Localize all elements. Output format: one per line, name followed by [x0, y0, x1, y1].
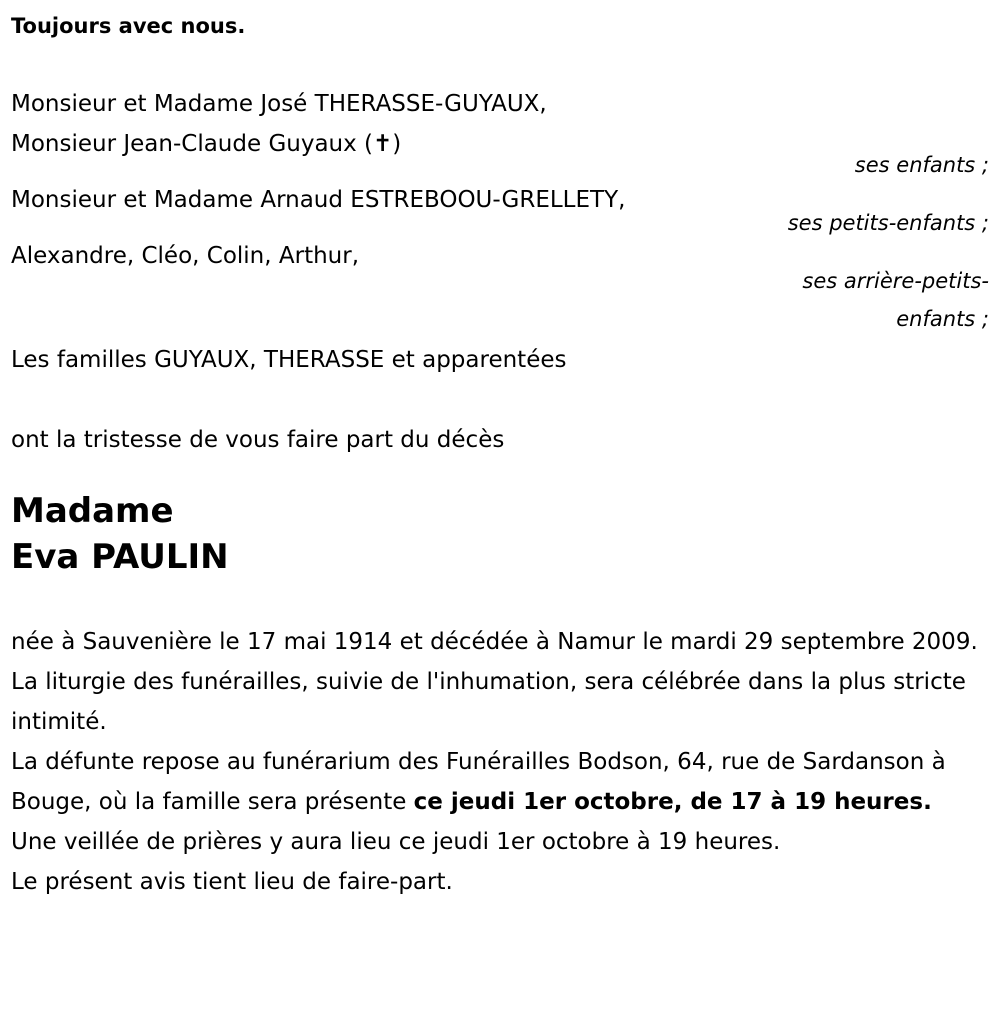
- deceased-name: Eva PAULIN: [11, 537, 229, 577]
- liturgy-text: La liturgie des funérailles, suivie de l'inhumation, sera célébrée dans la plus stricte intimité.: [11, 669, 966, 735]
- notice-text: Le présent avis tient lieu de faire-part.: [11, 869, 453, 895]
- birth-death-text: née à Sauvenière le 17 mai 1914 et décédée à Namur le mardi 29 septembre 2009.: [11, 629, 978, 655]
- family-children-line-2: Monsieur Jean-Claude Guyaux (✝): [11, 131, 402, 157]
- rest-intro: La défunte repose au funérarium des Funérailles Bodson, 64, rue de Sardanson à Bouge, où la famille sera présente: [11, 749, 946, 815]
- role-children: ses enfants ;: [854, 153, 989, 177]
- visiting-hours: ce jeudi 1er octobre, de 17 à 19 heures.: [413, 789, 932, 815]
- family-great-grandchildren-line: Alexandre, Cléo, Colin, Arthur,: [11, 243, 360, 269]
- family-list: [11, 84, 991, 380]
- notice-header: Toujours avec nous.: [11, 14, 246, 38]
- role-grandchildren: ses petits-enfants ;: [787, 211, 989, 235]
- funeral-details: [11, 622, 986, 902]
- announcement-text: ont la tristesse de vous faire part du décès: [11, 427, 505, 453]
- vigil-text: Une veillée de prières y aura lieu ce jeudi 1er octobre à 19 heures.: [11, 829, 781, 855]
- family-relatives-line: Les familles GUYAUX, THERASSE et apparentées: [11, 347, 567, 373]
- obituary-notice: [11, 0, 991, 902]
- deceased-name-block: [11, 488, 991, 580]
- rest-text: [11, 742, 986, 822]
- role-great-grandchildren: ses arrière-petits-enfants ;: [802, 269, 989, 331]
- family-grandchildren-line: Monsieur et Madame Arnaud ESTREBOOU-GRELLETY,: [11, 187, 626, 213]
- deceased-title: Madame: [11, 491, 174, 531]
- family-children-line-1: Monsieur et Madame José THERASSE-GUYAUX,: [11, 91, 547, 117]
